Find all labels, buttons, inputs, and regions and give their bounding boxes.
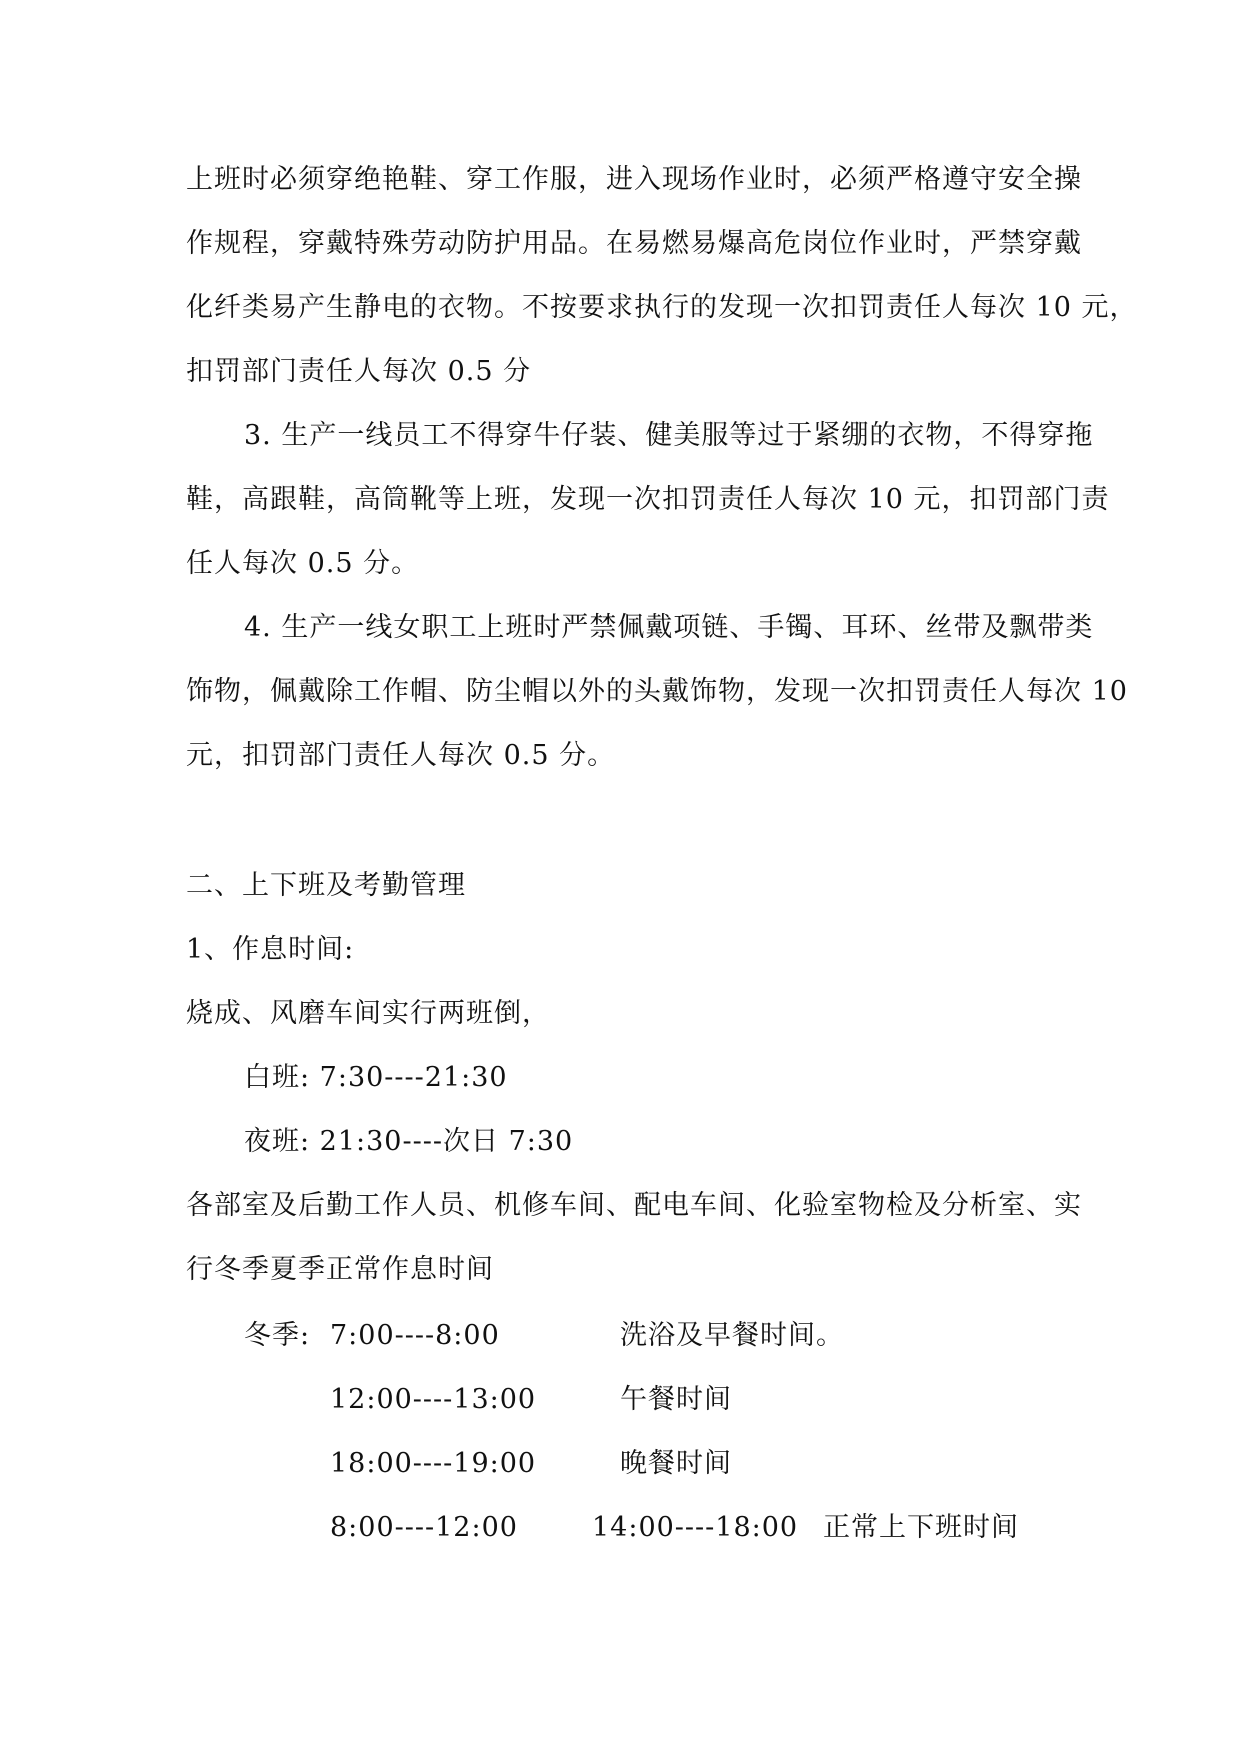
office-intro-line-1: 各部室及后勤工作人员、机修车间、配电车间、化验室物检及分析室、实 (186, 1190, 1082, 1221)
work-hours-afternoon: 14:00----18:00 (592, 1512, 799, 1543)
schedule-time: 7:00----8:00 (330, 1320, 500, 1351)
shift-intro: 烧成、风磨车间实行两班倒， (186, 998, 550, 1029)
item3-line-1: 3. 生产一线员工不得穿牛仔装、健美服等过于紧绷的衣物，不得穿拖 (244, 420, 1094, 451)
para1-line-4: 扣罚部门责任人每次 0.5 分 (186, 356, 532, 387)
item4-line-1: 4. 生产一线女职工上班时严禁佩戴项链、手镯、耳环、丝带及飘带类 (244, 612, 1094, 643)
item3-line-3: 任人每次 0.5 分。 (186, 548, 420, 579)
work-hours-morning: 8:00----12:00 (330, 1512, 518, 1543)
item3-line-2: 鞋，高跟鞋，高筒靴等上班，发现一次扣罚责任人每次 10 元，扣罚部门责 (186, 484, 1110, 515)
work-hours-desc: 正常上下班时间 (823, 1512, 1019, 1543)
schedule-desc: 午餐时间 (620, 1384, 732, 1415)
schedule-time: 18:00----19:00 (330, 1448, 537, 1479)
day-shift: 白班: 7:30----21:30 (244, 1062, 508, 1093)
winter-label: 冬季: (244, 1320, 311, 1351)
schedule-desc: 晚餐时间 (620, 1448, 732, 1479)
para1-line-3: 化纤类易产生静电的衣物。不按要求执行的发现一次扣罚责任人每次 10 元， (186, 292, 1138, 323)
item4-line-3: 元，扣罚部门责任人每次 0.5 分。 (186, 740, 616, 771)
item4-line-2: 饰物，佩戴除工作帽、防尘帽以外的头戴饰物，发现一次扣罚责任人每次 10 (186, 676, 1128, 707)
schedule-time: 12:00----13:00 (330, 1384, 537, 1415)
para1-line-2: 作规程，穿戴特殊劳动防护用品。在易燃易爆高危岗位作业时，严禁穿戴 (186, 228, 1082, 259)
section-title: 二、上下班及考勤管理 (186, 870, 466, 901)
night-shift: 夜班: 21:30----次日 7:30 (244, 1126, 574, 1157)
subsection-title: 1、作息时间: (186, 934, 355, 965)
schedule-desc: 洗浴及早餐时间。 (620, 1320, 844, 1351)
para1-line-1: 上班时必须穿绝艳鞋、穿工作服，进入现场作业时，必须严格遵守安全操 (186, 164, 1082, 195)
office-intro-line-2: 行冬季夏季正常作息时间 (186, 1254, 494, 1285)
